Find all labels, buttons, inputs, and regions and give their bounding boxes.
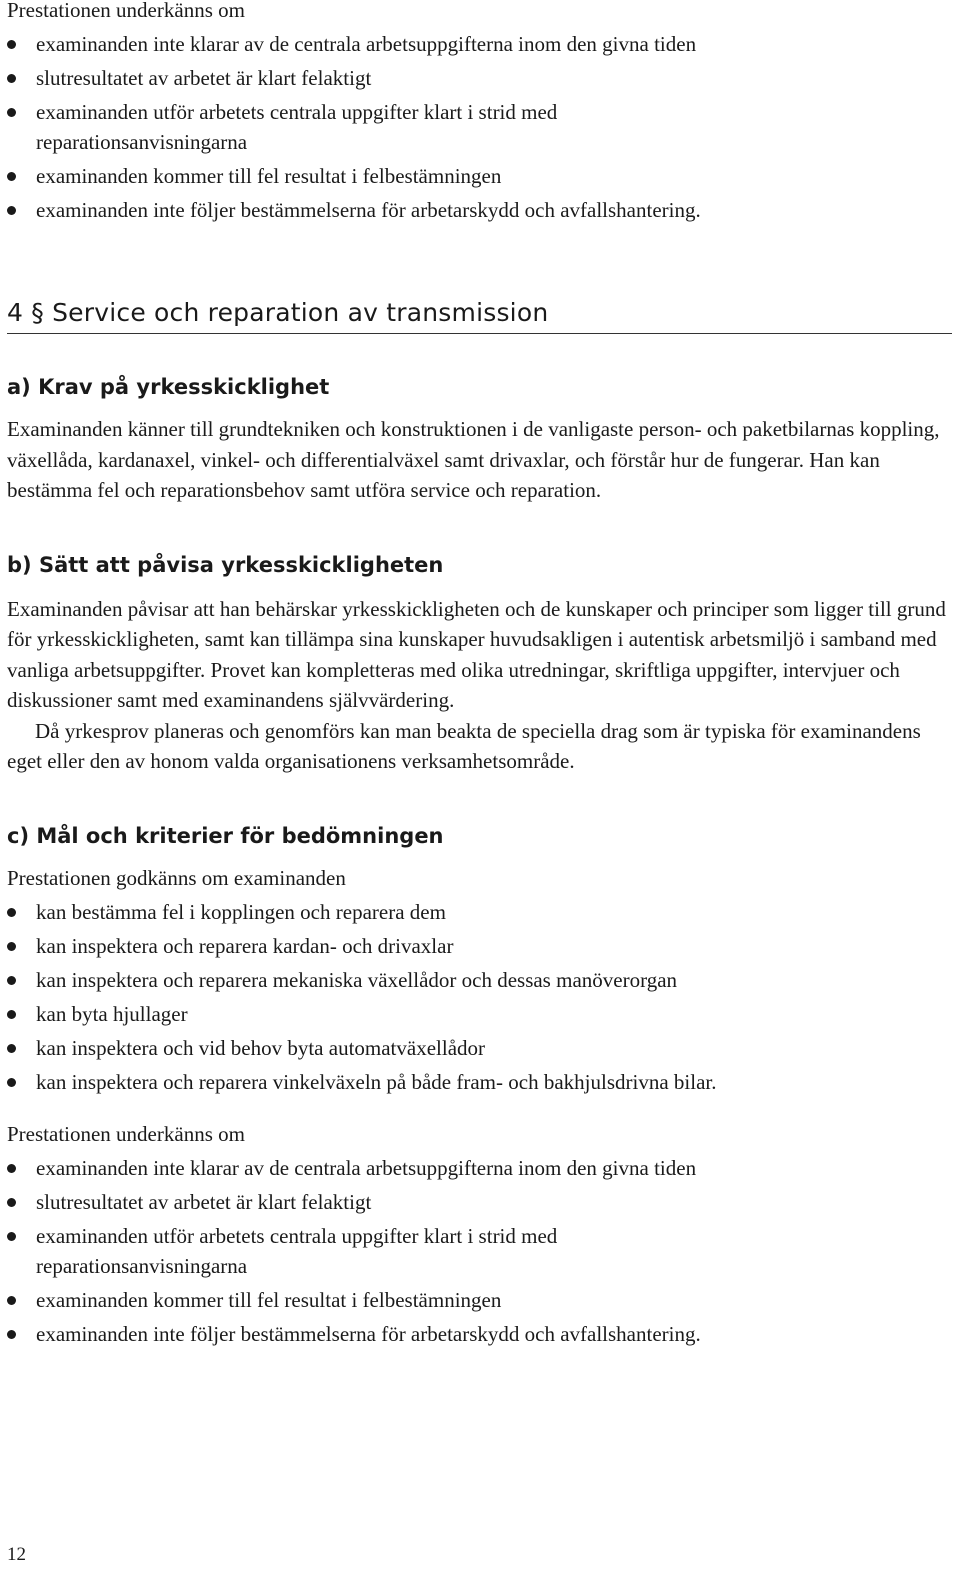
- bullet-icon: [7, 1198, 16, 1207]
- bullet-icon: [7, 172, 16, 181]
- list-item: examinanden inte klarar av de centrala arbetsuppgifterna inom den givna tiden: [7, 29, 952, 59]
- list-item: kan inspektera och vid behov byta automatväxellådor: [7, 1033, 952, 1063]
- list-item: examinanden utför arbetets centrala uppgifter klart i strid med reparationsanvisningarna: [7, 1221, 716, 1281]
- bullet-icon: [7, 1044, 16, 1053]
- list-item: kan inspektera och reparera vinkelväxeln på både fram- och bakhjulsdrivna bilar.: [7, 1067, 952, 1097]
- bullet-icon: [7, 908, 16, 917]
- bullet-icon: [7, 976, 16, 985]
- document-page: [7, 0, 952, 1353]
- bullet-icon: [7, 1078, 16, 1087]
- bullet-icon: [7, 40, 16, 49]
- paragraph-b-2: Då yrkesprov planeras och genomförs kan man beakta de speciella drag som är typiska för examinandens eget eller den av honom valda organisationens verksamhetsområde.: [7, 718, 921, 773]
- list-item: examinanden inte klarar av de centrala arbetsuppgifterna inom den givna tiden: [7, 1153, 952, 1183]
- pass-intro: Prestationen godkänns om examinanden: [7, 865, 346, 890]
- bullet-icon: [7, 74, 16, 83]
- bullet-icon: [7, 1010, 16, 1019]
- paragraph-a: Examinanden känner till grundtekniken och konstruktionen i de vanligaste person- och paketbilarnas koppling, växellåda, kardanaxel, vinkel- och differentialväxel samt drivaxlar, och förstår hur de fungerar. Han kan bestämma fel och reparationsbehov samt utföra service och reparation.: [7, 417, 940, 502]
- bullet-icon: [7, 206, 16, 215]
- page-number: 12: [7, 1544, 26, 1565]
- list-item: kan inspektera och reparera kardan- och drivaxlar: [7, 931, 952, 961]
- list-item: slutresultatet av arbetet är klart felaktigt: [7, 63, 952, 93]
- bullet-icon: [7, 1330, 16, 1339]
- list-item: examinanden kommer till fel resultat i felbestämningen: [7, 161, 952, 191]
- list-item: kan bestämma fel i kopplingen och reparera dem: [7, 897, 952, 927]
- list-item: kan inspektera och reparera mekaniska växellådor och dessas manöverorgan: [7, 965, 952, 995]
- heading-a: a) Krav på yrkesskicklighet: [7, 375, 330, 399]
- list-item: examinanden inte följer bestämmelserna för arbetarskydd och avfallshantering.: [7, 1319, 952, 1349]
- list-item: examinanden kommer till fel resultat i felbestämningen: [7, 1285, 952, 1315]
- bullet-icon: [7, 1164, 16, 1173]
- list-item: examinanden utför arbetets centrala uppgifter klart i strid med reparationsanvisningarna: [7, 97, 716, 157]
- fail-intro-top: Prestationen underkänns om: [7, 0, 245, 22]
- bullet-icon: [7, 1232, 16, 1241]
- fail-list: [7, 1153, 952, 1349]
- list-item: kan byta hjullager: [7, 999, 952, 1029]
- fail-intro: Prestationen underkänns om: [7, 1121, 245, 1146]
- bullet-icon: [7, 942, 16, 951]
- heading-c: c) Mål och kriterier för bedömningen: [7, 823, 444, 848]
- pass-list: [7, 897, 952, 1097]
- heading-b: b) Sätt att påvisa yrkesskickligheten: [7, 552, 444, 577]
- list-item: examinanden inte följer bestämmelserna för arbetarskydd och avfallshantering.: [7, 195, 952, 225]
- fail-list-top: [7, 29, 952, 225]
- list-item: slutresultatet av arbetet är klart felaktigt: [7, 1187, 952, 1217]
- section-title: 4 § Service och reparation av transmission: [7, 297, 952, 334]
- bullet-icon: [7, 108, 16, 117]
- paragraph-b-1: Examinanden påvisar att han behärskar yrkesskickligheten och de kunskaper och principer som ligger till grund för yrkesskickligheten, samt kan tillämpa sina kunskaper huvudsakligen i autentisk arbetsmiljö i samband med vanliga arbetsuppgifter. Provet kan kompletteras med olika utredningar, skriftliga uppgifter, intervjuer och diskussioner samt med examinandens självvärdering.: [7, 596, 946, 712]
- bullet-icon: [7, 1296, 16, 1305]
